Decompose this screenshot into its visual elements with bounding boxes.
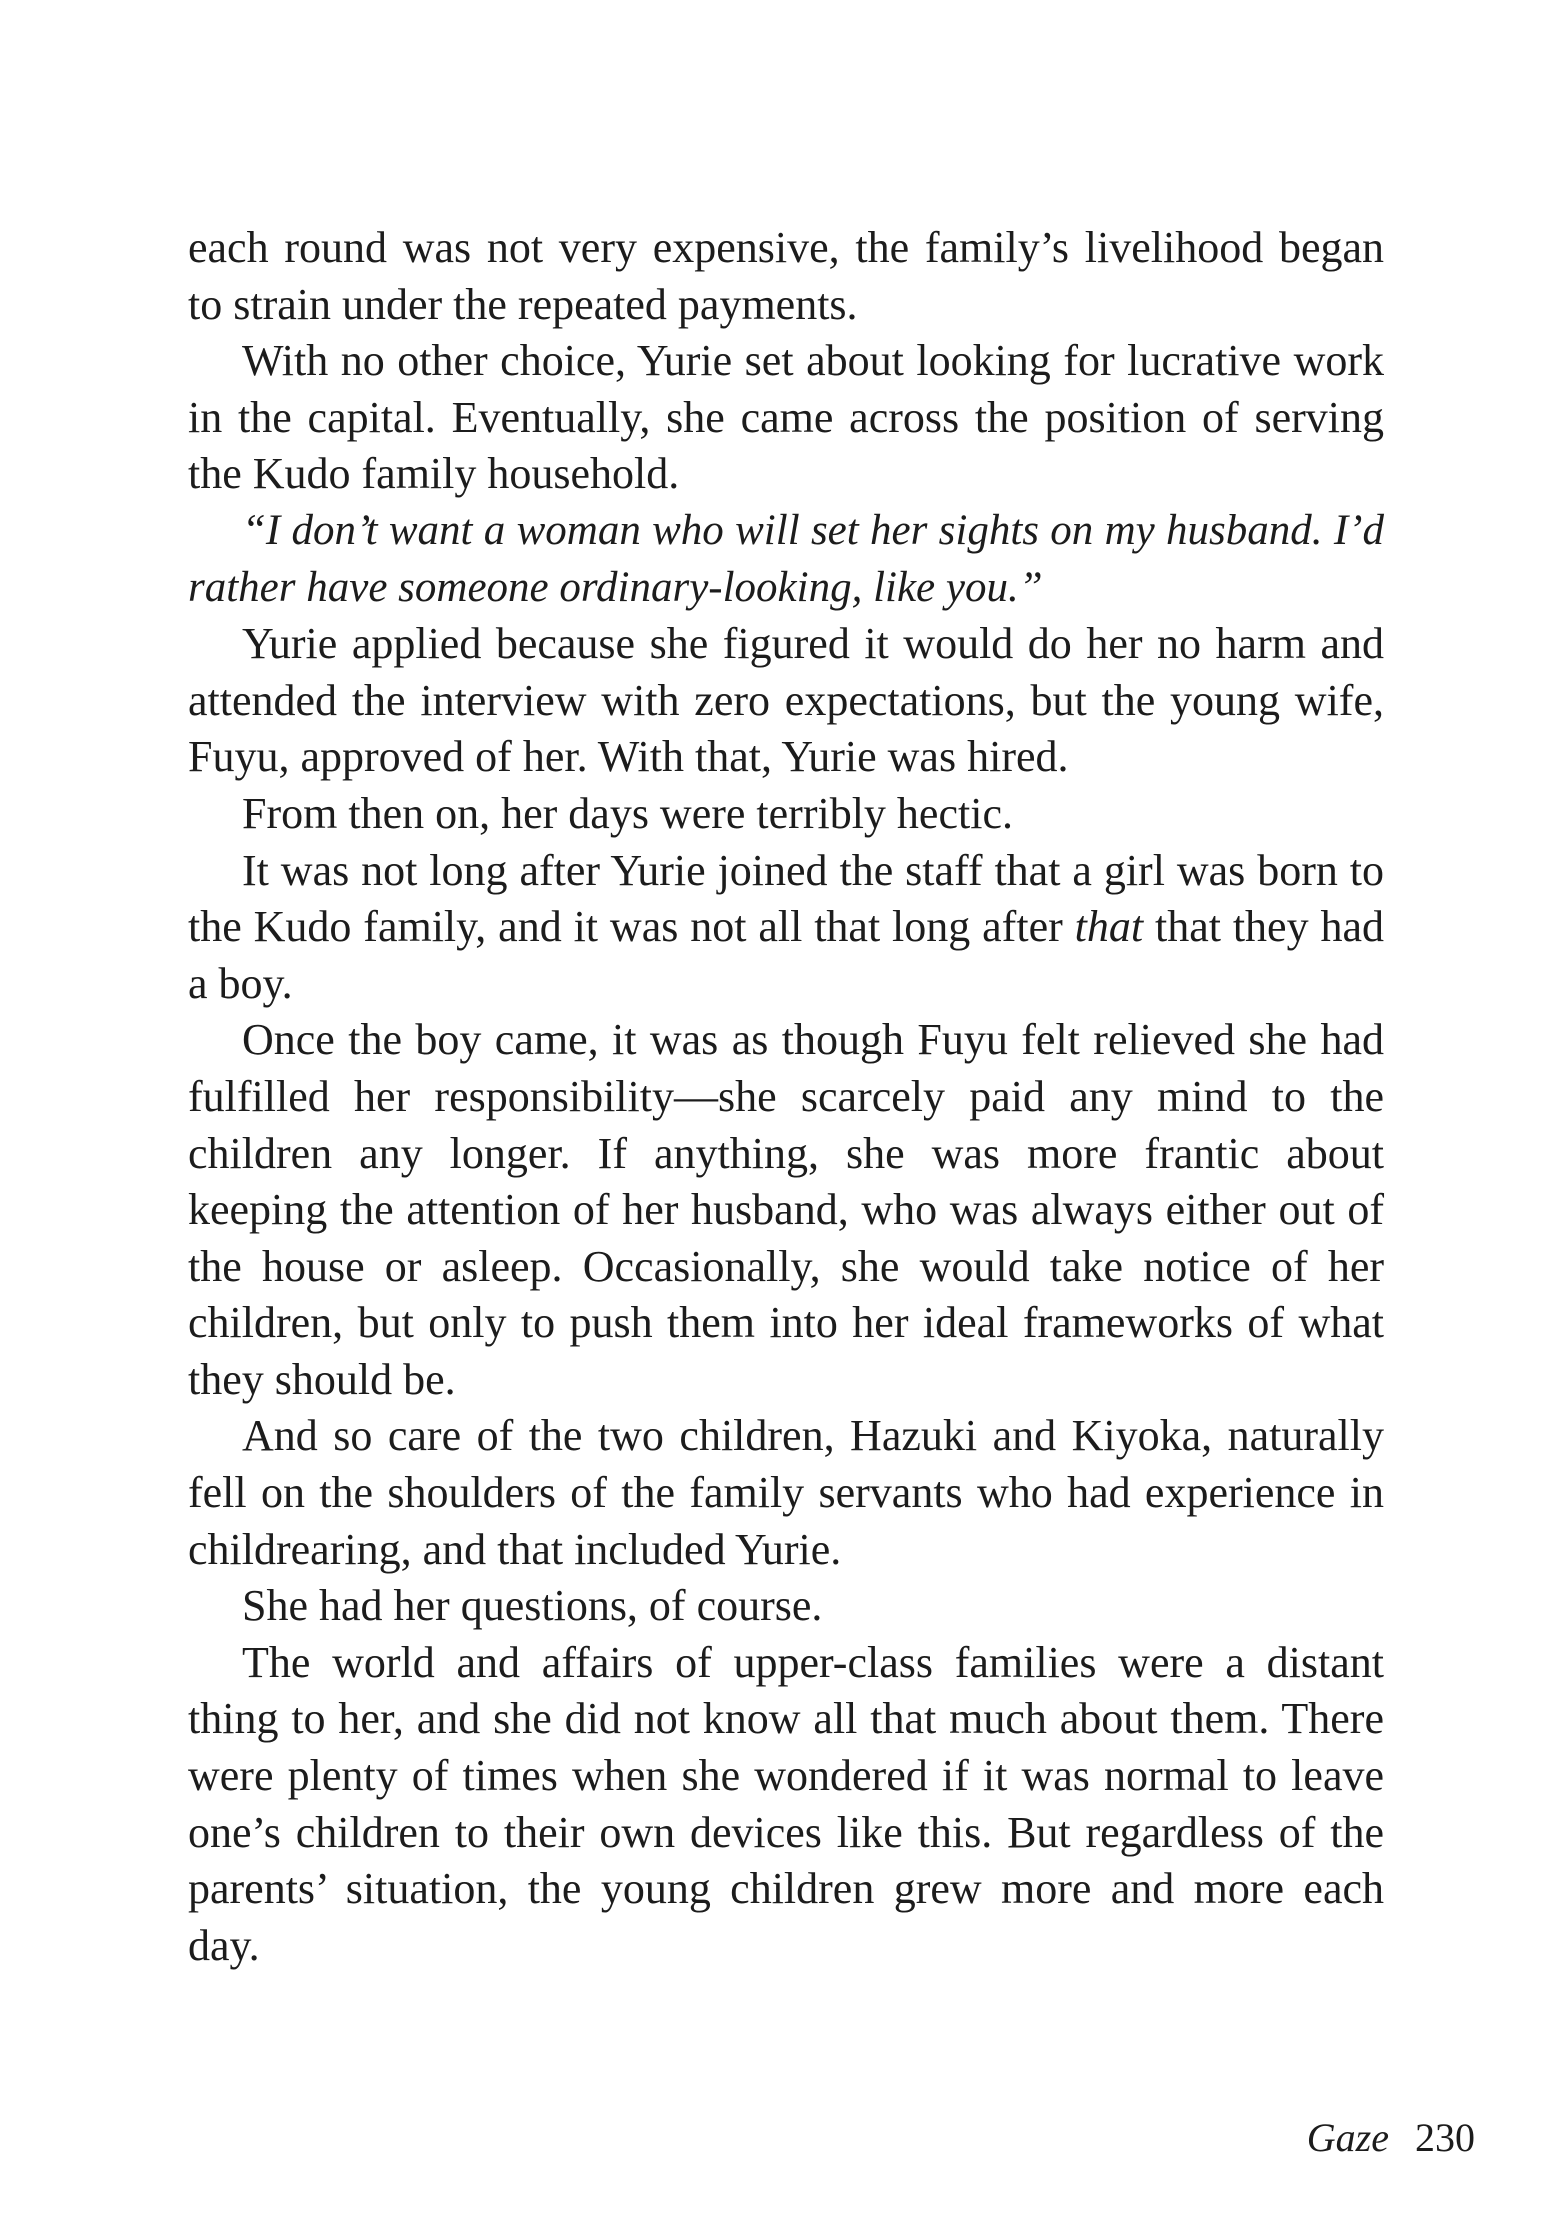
paragraph bbox=[188, 616, 1384, 786]
italic-text: that bbox=[1074, 902, 1144, 952]
paragraph bbox=[188, 1635, 1384, 1975]
paragraph bbox=[188, 1578, 1384, 1635]
paragraph bbox=[188, 786, 1384, 843]
paragraph-text: each round was not very expensive, the family’s livelihood began to strain under the repeated payments. bbox=[188, 223, 1384, 329]
running-title: Gaze bbox=[1306, 2115, 1389, 2160]
paragraph-text: She had her questions, of course. bbox=[242, 1581, 823, 1631]
paragraph-text: It was not long after Yurie joined the staff that a girl was born to the Kudo family, and it was not all that long after bbox=[188, 845, 1384, 952]
paragraph-text: With no other choice, Yurie set about looking for lucrative work in the capital. Eventually, she came across the position of serving the Kudo family household. bbox=[188, 336, 1384, 499]
paragraph bbox=[188, 220, 1384, 333]
paragraph-text: Once the boy came, it was as though Fuyu felt relieved she had fulfilled her responsibility—she scarcely paid any mind to the children any longer. If anything, she was more frantic about keeping the attention of her husband, who was always either out of the house or asleep. Occasionally, she would take notice of her children, but only to push them into her ideal frameworks of what they should be. bbox=[188, 1015, 1384, 1404]
paragraph-text: The world and affairs of upper-class families were a distant thing to her, and she did not know all that much about them. There were plenty of times when she wondered if it was normal to leave one’s children to their own devices like this. But regardless of the parents’ situation, the young children grew more and more each day. bbox=[188, 1637, 1384, 1970]
paragraph bbox=[188, 843, 1384, 1013]
italic-text: “I don’t want a woman who will set her sights on my husband. I’d rather have someone ordinary-looking, like you.” bbox=[188, 506, 1384, 611]
page-number: 230 bbox=[1415, 2115, 1475, 2160]
paragraph bbox=[188, 1408, 1384, 1578]
body-text bbox=[188, 220, 1384, 1974]
paragraph bbox=[188, 1012, 1384, 1408]
quoted-dialogue bbox=[188, 503, 1384, 616]
page-footer bbox=[1306, 2115, 1475, 2160]
paragraph-text: From then on, her days were terribly hectic. bbox=[242, 788, 1013, 838]
paragraph-text: Yurie applied because she figured it would do her no harm and attended the interview with zero expectations, but the young wife, Fuyu, approved of her. With that, Yurie was hired. bbox=[188, 619, 1384, 782]
paragraph bbox=[188, 333, 1384, 503]
paragraph-text: that they had a boy. bbox=[188, 902, 1385, 1008]
paragraph-text: And so care of the two children, Hazuki and Kiyoka, naturally fell on the shoulders of the family servants who had experience in childrearing, and that included Yurie. bbox=[188, 1411, 1384, 1574]
